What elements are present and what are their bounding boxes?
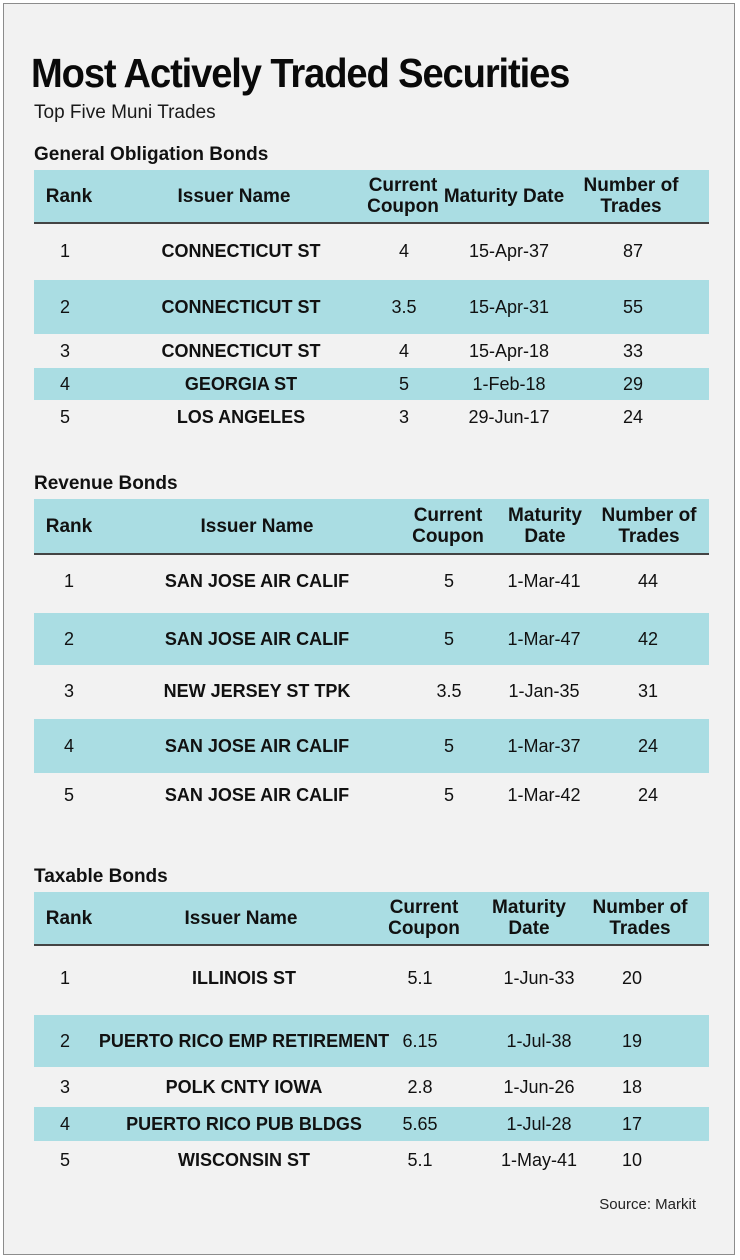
- cell-trades: 24: [637, 735, 659, 756]
- column-header-issuer: Issuer Name: [184, 907, 298, 929]
- cell-coupon: 5: [443, 735, 454, 756]
- table-row: [34, 613, 709, 665]
- cell-trades: 33: [622, 340, 644, 361]
- table-row: [34, 719, 709, 773]
- table-header: [34, 170, 709, 224]
- cell-issuer: POLK CNTY IOWA: [165, 1076, 323, 1097]
- cell-trades: 20: [621, 967, 643, 988]
- column-header-rank: Rank: [45, 515, 93, 537]
- cell-maturity: 1-Jan-35: [508, 680, 580, 701]
- cell-maturity: 15-Apr-31: [468, 296, 550, 317]
- table-row: [34, 665, 709, 717]
- table-header: [34, 499, 709, 555]
- cell-rank: 3: [63, 680, 74, 701]
- table-row: [34, 334, 709, 368]
- cell-trades: 42: [637, 628, 659, 649]
- cell-coupon: 6.15: [402, 1030, 438, 1051]
- cell-trades: 24: [637, 784, 659, 805]
- cell-maturity: 1-Feb-18: [472, 373, 546, 394]
- cell-coupon: 4: [398, 240, 409, 261]
- cell-rank: 1: [59, 967, 70, 988]
- cell-coupon: 5: [398, 373, 409, 394]
- cell-issuer: WISCONSIN ST: [177, 1149, 310, 1170]
- table-revenue: [34, 499, 709, 805]
- cell-issuer: CONNECTICUT ST: [161, 296, 321, 317]
- cell-issuer: GEORGIA ST: [184, 373, 298, 394]
- cell-maturity: 1-Jul-28: [506, 1113, 572, 1134]
- cell-issuer: PUERTO RICO EMP RETIREMENT: [98, 1030, 390, 1051]
- cell-coupon: 2.8: [407, 1076, 433, 1097]
- table-row: [34, 1015, 709, 1067]
- cell-coupon: 3: [398, 406, 409, 427]
- table-row: [34, 368, 709, 400]
- cell-coupon: 5: [443, 628, 454, 649]
- cell-issuer: LOS ANGELES: [176, 406, 306, 427]
- table-row: [34, 280, 709, 334]
- table-row: [34, 400, 709, 434]
- column-header-coupon: Current Coupon: [412, 505, 484, 547]
- cell-issuer: SAN JOSE AIR CALIF: [164, 628, 350, 649]
- section-title-taxable: Taxable Bonds: [34, 866, 168, 887]
- column-header-trades: Number of Trades: [592, 897, 688, 939]
- cell-trades: 29: [622, 373, 644, 394]
- cell-issuer: CONNECTICUT ST: [161, 340, 321, 361]
- cell-rank: 5: [59, 406, 70, 427]
- table-general-obligation: [34, 170, 709, 434]
- cell-rank: 4: [63, 735, 74, 756]
- cell-issuer: CONNECTICUT ST: [161, 240, 321, 261]
- cell-issuer: PUERTO RICO PUB BLDGS: [126, 1113, 362, 1134]
- cell-coupon: 3.5: [391, 296, 417, 317]
- cell-coupon: 4: [398, 340, 409, 361]
- column-header-issuer: Issuer Name: [177, 185, 291, 207]
- cell-rank: 3: [59, 340, 70, 361]
- cell-maturity: 1-Jun-33: [503, 967, 575, 988]
- cell-trades: 19: [621, 1030, 643, 1051]
- cell-rank: 4: [59, 1113, 70, 1134]
- page-title: Most Actively Traded Securities: [31, 50, 570, 96]
- cell-rank: 5: [59, 1149, 70, 1170]
- table-row: [34, 773, 709, 817]
- column-header-coupon: Current Coupon: [388, 897, 460, 939]
- column-header-trades: Number of Trades: [601, 505, 697, 547]
- cell-maturity: 1-Jul-38: [506, 1030, 572, 1051]
- column-header-maturity: Maturity Date: [443, 185, 565, 207]
- column-header-trades: Number of Trades: [583, 175, 679, 217]
- cell-rank: 1: [59, 240, 70, 261]
- cell-maturity: 1-Mar-37: [507, 735, 581, 756]
- graphic-frame: [3, 3, 735, 1255]
- cell-issuer: SAN JOSE AIR CALIF: [164, 784, 350, 805]
- cell-issuer: ILLINOIS ST: [191, 967, 296, 988]
- page-subtitle: Top Five Muni Trades: [34, 102, 216, 123]
- cell-coupon: 5: [443, 784, 454, 805]
- table-header: [34, 892, 709, 946]
- cell-trades: 17: [621, 1113, 643, 1134]
- cell-rank: 4: [59, 373, 70, 394]
- column-header-maturity: Maturity Date: [492, 897, 566, 939]
- cell-coupon: 5: [443, 570, 454, 591]
- cell-trades: 55: [622, 296, 644, 317]
- cell-trades: 24: [622, 406, 644, 427]
- cell-trades: 31: [637, 680, 659, 701]
- cell-trades: 44: [637, 570, 659, 591]
- section-title-general-obligation: General Obligation Bonds: [34, 144, 269, 165]
- cell-maturity: 1-Mar-42: [507, 784, 581, 805]
- cell-rank: 5: [63, 784, 74, 805]
- cell-trades: 10: [621, 1149, 643, 1170]
- cell-issuer: SAN JOSE AIR CALIF: [164, 570, 350, 591]
- table-row: [34, 1069, 709, 1105]
- cell-rank: 1: [63, 570, 74, 591]
- cell-maturity: 29-Jun-17: [468, 406, 550, 427]
- cell-coupon: 5.1: [407, 967, 433, 988]
- table-row: [34, 1142, 709, 1178]
- cell-maturity: 1-Mar-47: [507, 628, 581, 649]
- source-note: Source: Markit: [599, 1196, 696, 1213]
- cell-trades: 18: [621, 1076, 643, 1097]
- cell-maturity: 15-Apr-18: [468, 340, 550, 361]
- cell-rank: 3: [59, 1076, 70, 1097]
- column-header-coupon: Current Coupon: [367, 175, 439, 217]
- cell-maturity: 1-Jun-26: [503, 1076, 575, 1097]
- cell-issuer: NEW JERSEY ST TPK: [163, 680, 351, 701]
- table-row: [34, 224, 709, 278]
- cell-coupon: 5.65: [402, 1113, 438, 1134]
- cell-coupon: 3.5: [436, 680, 462, 701]
- column-header-rank: Rank: [45, 907, 93, 929]
- column-header-maturity: Maturity Date: [508, 505, 582, 547]
- cell-rank: 2: [63, 628, 74, 649]
- cell-rank: 2: [59, 296, 70, 317]
- table-row: [34, 1107, 709, 1141]
- cell-maturity: 15-Apr-37: [468, 240, 550, 261]
- table-row: [34, 555, 709, 607]
- cell-rank: 2: [59, 1030, 70, 1051]
- cell-trades: 87: [622, 240, 644, 261]
- column-header-rank: Rank: [45, 185, 93, 207]
- cell-maturity: 1-Mar-41: [507, 570, 581, 591]
- column-header-issuer: Issuer Name: [200, 515, 314, 537]
- section-title-revenue: Revenue Bonds: [34, 473, 178, 494]
- table-row: [34, 946, 709, 1010]
- cell-issuer: SAN JOSE AIR CALIF: [164, 735, 350, 756]
- cell-maturity: 1-May-41: [500, 1149, 578, 1170]
- cell-coupon: 5.1: [407, 1149, 433, 1170]
- table-taxable: [34, 892, 709, 1178]
